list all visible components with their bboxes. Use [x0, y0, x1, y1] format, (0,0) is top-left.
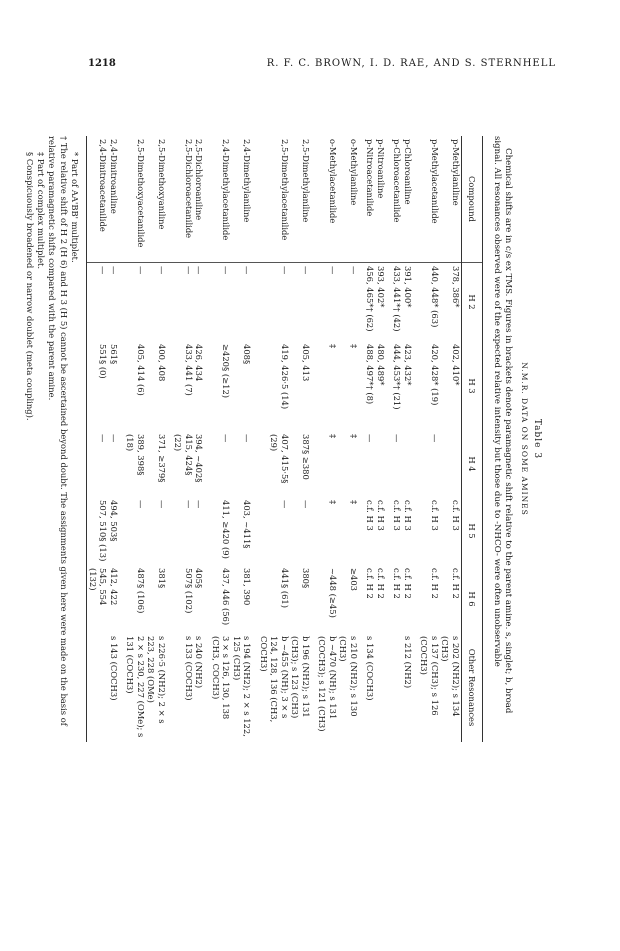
- footnote: § Conspicuously broadened or narrow doublet (meta coupling).: [24, 152, 35, 421]
- column-header: H 5: [461, 497, 483, 565]
- shift-cell: s 212 (NH2): [402, 636, 413, 689]
- shift-cell: ‡: [327, 434, 338, 439]
- table-row: [290, 136, 311, 742]
- shift-cell: 440, 448* (63): [419, 263, 440, 342]
- shift-cell: —: [183, 500, 194, 509]
- shift-cell: ‡: [327, 500, 338, 505]
- compound-cell: p-Nitroacetanilide: [365, 139, 376, 217]
- table-row: [317, 136, 338, 742]
- table-row: [365, 136, 376, 742]
- shift-cell: 412, 422: [108, 568, 119, 606]
- shift-cell: c.f. H 3: [429, 500, 440, 531]
- shift-cell: —: [125, 263, 146, 342]
- shift-cell: [375, 431, 386, 497]
- shift-cell: —: [338, 263, 359, 342]
- shift-cell: 480, 489*: [375, 344, 386, 386]
- shift-cell: 426, 434: [194, 344, 205, 382]
- shift-cell: —: [156, 500, 167, 509]
- shift-cell: —: [392, 434, 403, 443]
- shift-cell: 405, 413: [300, 344, 311, 382]
- compound-cell: 2,5-Dichloroaniline: [194, 139, 205, 221]
- shift-cell: c.f. H 2: [429, 568, 440, 599]
- shift-cell: c.f. H 2: [365, 568, 376, 599]
- compound-cell: 2,5-Dimethoxyacetanilide: [135, 139, 146, 248]
- table-row: [125, 136, 146, 742]
- running-authors: R. F. C. BROWN, I. D. RAE, AND S. STERNHELL: [266, 58, 556, 69]
- table-row: [194, 136, 205, 742]
- shift-cell: 2 × s 230, 227 (OMe); s 131 (COCH3): [125, 636, 146, 738]
- table-row: [210, 136, 231, 742]
- shift-cell: 456, 465*† (62): [365, 263, 376, 342]
- compound-cell: 2,4-Dinitroaniline: [108, 139, 119, 214]
- shift-cell: ≥420§ (≥12): [221, 344, 232, 399]
- shift-cell: [392, 633, 403, 742]
- shift-cell: —: [194, 500, 205, 509]
- table-row: [231, 136, 252, 742]
- shift-cell: 437, 446 (56): [221, 568, 232, 626]
- shift-cell: —: [146, 263, 167, 342]
- shift-cell: 402, 410*: [450, 344, 461, 386]
- shift-cell: s 137 (CH3); s 126 (COCH3): [419, 636, 440, 716]
- compound-cell: 2,4-Dimethylaniline: [242, 139, 253, 223]
- shift-cell: c.f. H 2: [450, 568, 461, 599]
- compound-cell: p-Methylaniline: [450, 139, 461, 206]
- shift-cell: b 196 (NH2); s 131 (CH3); s 123 (CH3): [290, 636, 311, 719]
- shift-cell: —: [279, 500, 290, 509]
- shift-cell: 378, 386*: [440, 263, 462, 342]
- shift-cell: 389, 398§ (18): [125, 434, 146, 476]
- shift-cell: c.f. H 3: [375, 500, 386, 531]
- shift-cell: s 210 (NH2); s 130 (CH3): [338, 636, 359, 717]
- running-header: [88, 58, 556, 69]
- shift-cell: 408§: [242, 344, 253, 365]
- table-header-row: [461, 136, 483, 742]
- shift-cell: 387§ ≥380: [300, 434, 311, 480]
- compound-cell: p-Nitroaniline: [375, 139, 386, 199]
- shift-cell: 494, 503§: [108, 500, 119, 542]
- table-row: [419, 136, 440, 742]
- footnote: † The relative shift of H 2 (H 6) and H 3 (H 5) cannot be ascertained beyond doubt. The assignments given here were made on the basis of relative paramagnetic shifts compared with the parent amine.: [47, 136, 69, 726]
- compound-cell: p-Chloroaniline: [402, 139, 413, 205]
- shift-cell: 419, 426·5 (14): [279, 344, 290, 410]
- shift-cell: s 133 (COCH3): [183, 636, 194, 701]
- shift-cell: 371, ≥379§: [156, 434, 167, 483]
- shift-cell: 381, 390: [242, 568, 253, 606]
- shift-cell: b ~455 (NH); 3 × s 124, 128, 136 (CH3, COCH3): [258, 636, 290, 723]
- shift-cell: 407, 415·5§ (29): [269, 434, 290, 484]
- shift-cell: 391, 400*: [402, 263, 413, 342]
- compound-cell: p-Methylacetanilide: [429, 139, 440, 224]
- column-header: Compound: [461, 136, 483, 263]
- footnotes: [23, 136, 81, 742]
- shift-cell: ‡: [348, 434, 359, 439]
- table-row: [108, 136, 119, 742]
- compound-cell: o-Methylacetanilide: [327, 139, 338, 224]
- table-row: [392, 136, 403, 742]
- shift-cell: —: [317, 263, 338, 342]
- footnote: ‡ Part of complex multiplet.: [36, 152, 46, 270]
- shift-cell: —: [87, 263, 109, 342]
- shift-cell: —: [108, 263, 119, 342]
- compound-cell: 2,5-Dimethylacetanilide: [279, 139, 290, 241]
- shift-cell: 393, 402*: [375, 263, 386, 342]
- shift-cell: 433, 441 (7): [183, 344, 194, 396]
- shift-cell: s 226·5 (NH2); 2 × s 223, 228 (OMe): [146, 636, 167, 724]
- rotated-table-page: [24, 124, 546, 754]
- page-number: 1218: [88, 58, 116, 69]
- table-intro: Chemical shifts are in c/s ex TMS. Figures in brackets denote paramagnetic shift relative to the parent amine. s, singlet; b, broad signal. All resonances observed were of the expected relative intensity but those due to -NHCO- were often unobservable: [492, 136, 514, 714]
- footnote: * Part of AA'BB' multiplet.: [70, 152, 81, 263]
- shift-cell: ‡: [327, 344, 338, 349]
- shift-cell: 507§ (102): [183, 568, 194, 614]
- shift-cell: —: [210, 263, 231, 342]
- shift-cell: 3 × s 126, 130, 138 (CH3, COCH3): [210, 636, 232, 720]
- shift-cell: 561§: [108, 344, 119, 365]
- shift-cell: [440, 431, 462, 497]
- table-row: [402, 136, 413, 742]
- shift-cell: 405§: [194, 568, 205, 589]
- table-row: [338, 136, 359, 742]
- shift-cell: 507, 510§ (13): [87, 497, 109, 565]
- shift-cell: s 134 (COCH3): [365, 636, 376, 701]
- shift-cell: [402, 431, 413, 497]
- shift-cell: s 240 (NH2): [194, 636, 205, 689]
- shift-cell: —: [290, 263, 311, 342]
- shift-cell: —: [221, 434, 232, 443]
- shift-cell: c.f. H 3: [365, 500, 376, 531]
- shift-cell: c.f. H 3: [392, 500, 403, 531]
- compound-cell: 2,5-Dimethoxyaniline: [156, 139, 167, 230]
- shift-cell: 423, 432*: [402, 344, 413, 386]
- shift-cell: 400, 408: [156, 344, 167, 382]
- table-row: [258, 136, 290, 742]
- shift-cell: c.f. H 2: [402, 568, 413, 599]
- table-row: [87, 136, 109, 742]
- shift-cell: —: [194, 263, 205, 342]
- compound-cell: 2,5-Dichloroacetanilide: [183, 139, 194, 239]
- shift-cell: c.f. H 3: [402, 500, 413, 531]
- shift-cell: b ~470 (NH); s 131 (COCH3); s 121 (CH3): [317, 636, 338, 732]
- table-label: Table 3: [532, 418, 542, 460]
- shift-cell: 405, 414 (6): [135, 344, 146, 396]
- shift-cell: s 143 (COCH3): [108, 636, 119, 701]
- shift-cell: 488, 497*† (8): [365, 344, 376, 405]
- shift-cell: —: [135, 500, 146, 509]
- table-row: [440, 136, 462, 742]
- shift-cell: —: [365, 434, 376, 443]
- shift-cell: c.f. H 2: [375, 568, 386, 599]
- shift-cell: c.f. H 3: [450, 500, 461, 531]
- shift-cell: —: [429, 434, 440, 443]
- shift-cell: 403, ~411§: [242, 500, 253, 549]
- shift-cell: ‡: [348, 344, 359, 349]
- column-header: H 2: [461, 263, 483, 342]
- column-header: H 6: [461, 565, 483, 633]
- shift-cell: —: [87, 431, 109, 497]
- shift-cell: 441§ (61): [279, 568, 290, 609]
- column-header: H 3: [461, 341, 483, 431]
- shift-cell: —: [242, 434, 253, 443]
- shift-cell: 380§: [300, 568, 311, 589]
- shift-cell: s 194 (NH2); 2 × s 122, 125 (CH3): [231, 636, 253, 737]
- shift-cell: 487§ (106): [135, 568, 146, 614]
- compound-cell: o-Methylaniline: [348, 139, 359, 206]
- shift-cell: —: [173, 263, 194, 342]
- shift-cell: 551§ (0): [87, 341, 109, 431]
- shift-cell: 545, 554 (132): [87, 565, 109, 633]
- shift-cell: —: [300, 500, 311, 509]
- shift-cell: 411, ≥420 (9): [221, 500, 232, 559]
- shift-cell: —: [258, 263, 290, 342]
- shift-cell: 394, ~402§: [194, 434, 205, 483]
- compound-cell: p-Chloroacetanilide: [392, 139, 403, 223]
- row-spacer: [386, 136, 392, 742]
- shift-cell: —: [231, 263, 252, 342]
- shift-cell: —: [108, 434, 119, 443]
- shift-cell: ~448 (≥45): [327, 568, 338, 618]
- row-spacer: [359, 136, 365, 742]
- shift-cell: s 202 (NH2); s 134 (CH3): [440, 636, 461, 717]
- shift-cell: 381§: [156, 568, 167, 589]
- shift-cell: [87, 633, 109, 742]
- table-row: [146, 136, 167, 742]
- table-row: [173, 136, 194, 742]
- shift-cell: 420, 428* (19): [429, 344, 440, 406]
- shift-cell: ≥403: [348, 568, 359, 592]
- column-header: Other Resonances: [461, 633, 483, 742]
- column-header: H 4: [461, 431, 483, 497]
- shift-cell: c.f. H 2: [392, 568, 403, 599]
- shift-cell: 415, 424§ (22): [173, 434, 194, 476]
- shift-cell: 444, 453*† (21): [392, 344, 403, 410]
- compound-cell: 2,5-Dimethylaniline: [300, 139, 311, 223]
- compound-cell: 2,4-Dimethylacetanilide: [221, 139, 232, 241]
- table-row: [375, 136, 386, 742]
- table-title: N.M.R. DATA ON SOME AMINES: [519, 362, 529, 516]
- shift-cell: [375, 633, 386, 742]
- compound-cell: 2,4-Dinitroacetanilide: [87, 136, 109, 263]
- shift-cell: 433, 441*† (42): [392, 263, 403, 342]
- nmr-data-table: [86, 136, 483, 742]
- shift-cell: ‡: [348, 500, 359, 505]
